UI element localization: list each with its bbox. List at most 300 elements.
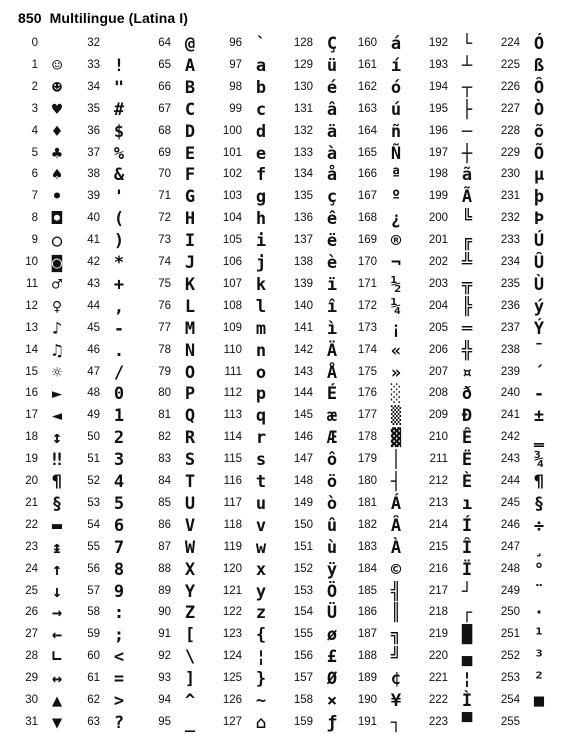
char-code: 161 — [357, 58, 377, 71]
char-cell — [490, 33, 560, 55]
char-code: 120 — [222, 562, 242, 575]
char-cell — [212, 493, 282, 515]
char-code: 135 — [293, 190, 313, 203]
char-code: 128 — [293, 37, 313, 49]
char-code: 98 — [229, 80, 242, 93]
char-glyph: # — [113, 99, 125, 120]
char-glyph: ☼ — [51, 362, 63, 383]
char-glyph: ê — [326, 209, 338, 230]
char-cell — [8, 340, 78, 362]
char-glyph: è — [326, 253, 338, 273]
char-code: 102 — [222, 168, 242, 181]
char-code: 109 — [222, 321, 242, 334]
char-cell — [347, 668, 417, 690]
char-code: 18 — [25, 431, 38, 444]
char-code: 42 — [87, 256, 100, 268]
char-glyph: Å — [326, 362, 338, 383]
char-glyph: é — [326, 77, 338, 98]
char-code: 251 — [500, 628, 520, 641]
char-cell — [212, 121, 282, 143]
char-cell — [490, 471, 560, 493]
char-glyph: ☻ — [51, 77, 63, 98]
char-glyph: Ü — [326, 603, 338, 624]
char-glyph: * — [113, 253, 125, 273]
char-glyph: ù — [326, 537, 338, 558]
char-glyph: ╚ — [461, 209, 473, 230]
char-code: 17 — [25, 409, 38, 422]
char-cell — [418, 274, 488, 296]
char-code: 73 — [158, 234, 171, 247]
char-glyph: « — [390, 340, 402, 361]
char-cell — [212, 427, 282, 449]
char-code: 236 — [500, 299, 520, 312]
char-cell — [141, 493, 211, 515]
char-glyph: d — [255, 121, 267, 142]
char-glyph: ² — [533, 669, 545, 690]
char-glyph: f — [255, 165, 267, 186]
char-glyph: ý — [533, 296, 545, 317]
char-glyph: ▬ — [51, 515, 63, 536]
char-cell — [347, 602, 417, 624]
char-cell — [141, 143, 211, 165]
char-cell — [141, 624, 211, 646]
char-glyph: ─ — [461, 121, 473, 142]
char-cell — [347, 493, 417, 515]
char-glyph: § — [533, 493, 545, 514]
char-glyph: 7 — [113, 537, 125, 558]
char-glyph: × — [326, 691, 338, 711]
char-cell — [212, 186, 282, 208]
char-code: 154 — [293, 606, 313, 619]
char-code: 155 — [293, 628, 313, 641]
char-cell — [347, 581, 417, 603]
char-cell — [283, 690, 353, 712]
char-code: 125 — [222, 672, 242, 685]
char-glyph: ◙ — [51, 253, 63, 273]
char-glyph: ♠ — [51, 165, 63, 186]
char-cell — [418, 668, 488, 690]
char-cell — [70, 99, 140, 121]
char-cell — [70, 230, 140, 252]
char-code: 246 — [500, 518, 520, 531]
char-glyph: H — [184, 209, 196, 230]
char-code: 1 — [31, 58, 38, 71]
char-glyph: á — [390, 34, 402, 54]
char-code: 39 — [87, 190, 100, 203]
char-glyph: Q — [184, 406, 196, 427]
char-code: 200 — [428, 212, 448, 225]
char-cell — [347, 230, 417, 252]
char-cell — [283, 55, 353, 77]
char-cell — [212, 252, 282, 274]
char-glyph: â — [326, 99, 338, 120]
char-cell — [418, 318, 488, 340]
char-cell — [347, 143, 417, 165]
char-glyph: $ — [113, 121, 125, 142]
char-code: 96 — [229, 37, 242, 49]
char-glyph: • — [51, 187, 63, 208]
char-code: 132 — [293, 124, 313, 137]
char-glyph: ▒ — [390, 406, 402, 427]
char-cell — [212, 668, 282, 690]
char-glyph: D — [184, 121, 196, 142]
char-code: 78 — [158, 343, 171, 356]
char-glyph: G — [184, 187, 196, 208]
char-cell — [141, 427, 211, 449]
char-glyph: m — [255, 318, 267, 339]
char-code: 203 — [428, 277, 448, 290]
char-glyph: ã — [461, 165, 473, 186]
char-glyph: Â — [390, 515, 402, 536]
char-cell — [347, 537, 417, 559]
char-code: 44 — [87, 299, 100, 312]
char-code: 28 — [25, 650, 38, 663]
char-code: 56 — [87, 562, 100, 575]
char-code: 23 — [25, 540, 38, 553]
char-cell — [141, 99, 211, 121]
char-glyph: h — [255, 209, 267, 230]
char-cell — [418, 362, 488, 384]
char-glyph: ¢ — [390, 669, 402, 690]
char-glyph: g — [255, 187, 267, 208]
char-glyph: À — [390, 537, 402, 558]
char-cell — [212, 624, 282, 646]
char-glyph: þ — [533, 187, 545, 208]
char-glyph: § — [51, 493, 63, 514]
char-cell — [347, 208, 417, 230]
char-cell — [8, 55, 78, 77]
char-cell — [347, 646, 417, 668]
char-code: 68 — [158, 124, 171, 137]
char-glyph: ♪ — [51, 318, 63, 339]
char-glyph: █ — [461, 625, 473, 646]
char-cell — [283, 646, 353, 668]
char-glyph: Ë — [461, 450, 473, 471]
char-cell — [490, 208, 560, 230]
char-code: 37 — [87, 146, 100, 159]
page-title — [18, 10, 188, 26]
char-code: 62 — [87, 694, 100, 706]
char-cell — [8, 186, 78, 208]
char-glyph: ÷ — [533, 515, 545, 536]
char-code: 179 — [357, 453, 377, 466]
char-glyph: - — [113, 318, 125, 339]
char-glyph: / — [113, 362, 125, 383]
char-code: 29 — [25, 672, 38, 685]
char-glyph: ® — [390, 231, 402, 252]
char-glyph: L — [184, 296, 196, 317]
char-cell — [347, 383, 417, 405]
char-code: 49 — [87, 409, 100, 422]
char-code: 136 — [293, 212, 313, 225]
char-glyph: ¶ — [533, 472, 545, 492]
char-code: 75 — [158, 277, 171, 290]
char-glyph: ▓ — [390, 428, 402, 449]
char-cell — [490, 449, 560, 471]
char-glyph: · — [533, 603, 545, 624]
char-cell — [490, 624, 560, 646]
char-cell — [8, 318, 78, 340]
char-code: 0 — [31, 37, 38, 49]
char-glyph: ~ — [255, 691, 267, 711]
char-cell — [8, 646, 78, 668]
char-cell — [418, 33, 488, 55]
char-cell — [212, 471, 282, 493]
char-code: 143 — [293, 365, 313, 378]
char-cell — [8, 383, 78, 405]
char-glyph: ú — [390, 99, 402, 120]
char-cell — [141, 121, 211, 143]
char-cell — [283, 581, 353, 603]
char-code: 213 — [428, 496, 448, 509]
char-glyph: Ç — [326, 34, 338, 54]
char-cell — [418, 449, 488, 471]
char-code: 31 — [25, 715, 38, 728]
char-glyph: K — [184, 274, 196, 295]
char-glyph: 8 — [113, 559, 125, 580]
char-cell — [212, 449, 282, 471]
char-cell — [70, 646, 140, 668]
char-cell — [8, 624, 78, 646]
char-code: 175 — [357, 365, 377, 378]
char-glyph: ï — [326, 274, 338, 295]
char-code: 247 — [500, 540, 520, 553]
char-code: 153 — [293, 584, 313, 597]
char-glyph: ┼ — [461, 143, 473, 164]
char-code: 108 — [222, 299, 242, 312]
char-cell — [212, 33, 282, 55]
char-glyph: 1 — [113, 406, 125, 427]
char-cell — [283, 340, 353, 362]
char-glyph: ø — [326, 625, 338, 646]
char-cell — [212, 537, 282, 559]
char-code: 148 — [293, 475, 313, 487]
char-code: 178 — [357, 431, 377, 444]
char-code: 255 — [500, 715, 520, 728]
char-glyph: = — [113, 669, 125, 690]
char-code: 57 — [87, 584, 100, 597]
char-cell — [347, 318, 417, 340]
char-cell — [8, 537, 78, 559]
char-cell — [283, 164, 353, 186]
char-code: 8 — [31, 212, 38, 225]
char-glyph: ¾ — [533, 450, 545, 471]
char-cell — [8, 515, 78, 537]
char-cell — [418, 602, 488, 624]
char-code: 13 — [25, 321, 38, 334]
char-code: 223 — [428, 715, 448, 728]
char-cell — [490, 602, 560, 624]
char-glyph: w — [255, 537, 267, 558]
char-cell — [283, 493, 353, 515]
char-code: 20 — [25, 475, 38, 487]
char-cell — [141, 252, 211, 274]
char-glyph: ┐ — [390, 712, 402, 733]
char-glyph: ▄ — [461, 647, 473, 668]
char-code: 149 — [293, 496, 313, 509]
char-code: 222 — [428, 694, 448, 706]
char-cell — [418, 427, 488, 449]
char-glyph: µ — [533, 165, 545, 186]
char-code: 84 — [158, 475, 171, 487]
char-cell — [283, 318, 353, 340]
char-code: 201 — [428, 234, 448, 247]
char-code: 168 — [357, 212, 377, 225]
char-glyph: © — [390, 559, 402, 580]
char-glyph: 9 — [113, 581, 125, 602]
char-glyph: ▼ — [51, 712, 63, 733]
char-cell — [283, 537, 353, 559]
char-code: 180 — [357, 475, 377, 487]
char-glyph: ) — [113, 231, 125, 252]
char-code: 151 — [293, 540, 313, 553]
char-glyph: ░ — [390, 384, 402, 405]
char-glyph: ╩ — [461, 253, 473, 273]
char-cell — [283, 515, 353, 537]
char-code: 185 — [357, 584, 377, 597]
char-glyph: ì — [326, 318, 338, 339]
char-glyph: k — [255, 274, 267, 295]
char-code: 58 — [87, 606, 100, 619]
char-glyph: U — [184, 493, 196, 514]
char-code: 22 — [25, 518, 38, 531]
char-code: 210 — [428, 431, 448, 444]
char-cell — [141, 340, 211, 362]
char-code: 171 — [357, 277, 377, 290]
char-code: 51 — [87, 453, 100, 466]
char-code: 248 — [500, 562, 520, 575]
char-cell — [490, 340, 560, 362]
char-glyph: Ã — [461, 187, 473, 208]
char-code: 38 — [87, 168, 100, 181]
char-cell — [418, 581, 488, 603]
char-glyph: s — [255, 450, 267, 471]
char-glyph: ↨ — [51, 537, 63, 558]
char-cell — [212, 318, 282, 340]
char-cell — [141, 55, 211, 77]
char-glyph: \ — [184, 647, 196, 668]
char-code: 242 — [500, 431, 520, 444]
char-cell — [283, 33, 353, 55]
char-cell — [70, 471, 140, 493]
char-glyph: Î — [461, 537, 473, 558]
char-cell — [70, 712, 140, 734]
char-glyph: ╠ — [461, 296, 473, 317]
char-glyph: ▀ — [461, 712, 473, 733]
char-glyph: ó — [390, 77, 402, 98]
char-cell — [212, 274, 282, 296]
char-code: 87 — [158, 540, 171, 553]
char-code: 70 — [158, 168, 171, 181]
char-glyph: õ — [533, 121, 545, 142]
char-glyph: ╬ — [461, 340, 473, 361]
code-page-number: 850 — [18, 10, 42, 26]
char-code: 77 — [158, 321, 171, 334]
char-cell — [347, 186, 417, 208]
char-cell — [70, 143, 140, 165]
char-cell — [347, 55, 417, 77]
char-glyph: ♥ — [51, 99, 63, 120]
char-code: 118 — [223, 518, 242, 531]
char-glyph: N — [184, 340, 196, 361]
char-code: 194 — [428, 80, 448, 93]
char-cell — [8, 33, 78, 55]
char-cell — [70, 33, 140, 55]
char-code: 119 — [223, 540, 242, 553]
char-code: 97 — [229, 58, 242, 71]
char-glyph: M — [184, 318, 196, 339]
char-glyph: ║ — [390, 603, 402, 624]
char-cell — [8, 164, 78, 186]
char-cell — [347, 712, 417, 734]
char-code: 204 — [428, 299, 448, 312]
char-code: 158 — [293, 694, 313, 706]
char-glyph: ä — [326, 121, 338, 142]
char-glyph: Ô — [533, 77, 545, 98]
char-code: 157 — [293, 672, 313, 685]
char-code: 79 — [158, 365, 171, 378]
char-cell — [8, 99, 78, 121]
char-cell — [490, 581, 560, 603]
char-code: 25 — [25, 584, 38, 597]
char-cell — [8, 121, 78, 143]
char-cell — [141, 515, 211, 537]
char-glyph: ¸ — [533, 537, 545, 558]
char-code: 176 — [357, 387, 377, 400]
char-glyph: ¯ — [533, 340, 545, 361]
char-glyph: ┴ — [461, 55, 473, 76]
char-cell — [490, 405, 560, 427]
char-cell — [418, 493, 488, 515]
char-glyph: ╗ — [390, 625, 402, 646]
char-code: 160 — [357, 37, 377, 49]
char-code: 240 — [500, 387, 520, 400]
char-glyph: " — [113, 77, 125, 98]
char-glyph: ┬ — [461, 77, 473, 98]
char-code: 219 — [428, 628, 448, 641]
char-code: 89 — [158, 584, 171, 597]
char-cell — [490, 230, 560, 252]
char-cell — [347, 471, 417, 493]
char-glyph: ╝ — [390, 647, 402, 668]
char-code: 137 — [293, 234, 313, 247]
char-cell — [141, 383, 211, 405]
char-cell — [283, 624, 353, 646]
char-glyph: ° — [533, 559, 545, 580]
char-code: 209 — [428, 409, 448, 422]
char-cell — [347, 99, 417, 121]
char-cell — [212, 296, 282, 318]
char-code: 46 — [87, 343, 100, 356]
char-glyph: ô — [326, 450, 338, 471]
char-cell — [70, 427, 140, 449]
char-cell — [70, 121, 140, 143]
char-cell — [212, 77, 282, 99]
char-code: 170 — [357, 256, 377, 268]
char-cell — [141, 230, 211, 252]
char-code: 106 — [222, 256, 242, 268]
char-cell — [490, 77, 560, 99]
char-code: 104 — [222, 212, 242, 225]
char-cell — [418, 405, 488, 427]
char-glyph: Ê — [461, 428, 473, 449]
char-cell — [212, 515, 282, 537]
char-cell — [490, 362, 560, 384]
char-code: 238 — [500, 343, 520, 356]
char-code: 188 — [357, 650, 377, 663]
char-code: 229 — [500, 146, 520, 159]
char-code: 216 — [428, 562, 448, 575]
